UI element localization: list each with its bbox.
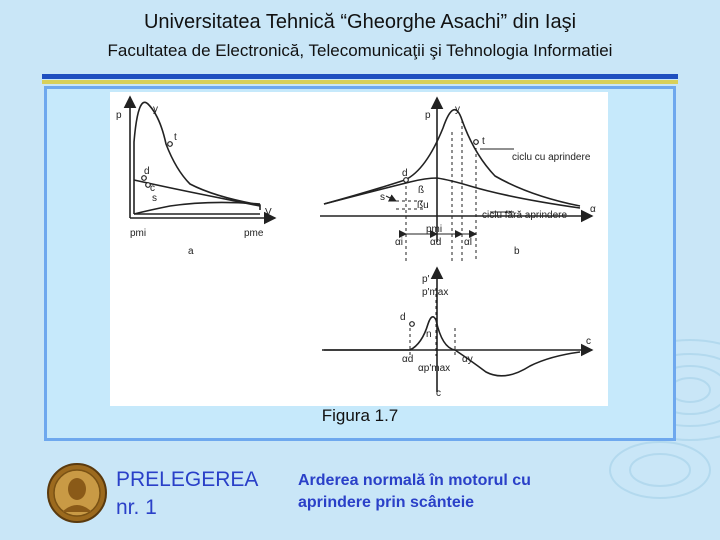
panel-c-d-label: d [400, 312, 406, 323]
panel-a-c-label: c [150, 183, 155, 194]
panel-c-p-prime-label: p' [422, 274, 430, 285]
lecture-line-2: nr. 1 [116, 496, 157, 519]
panel-a-p-label: p [116, 110, 122, 121]
figure-diagram [110, 92, 608, 406]
panel-a-s-label: s [152, 193, 157, 204]
panel-b-alpha-d-label: αd [430, 237, 442, 248]
panel-b-with-spark-label: ciclu cu aprindere [512, 152, 591, 163]
lecture-label [116, 466, 258, 522]
panel-a-t-label: t [174, 132, 177, 143]
header-rule-gold [42, 80, 678, 84]
panel-c-alpha-y-label: αy [462, 354, 473, 365]
panel-a-v-label: V [265, 207, 272, 218]
figure-caption: Figura 1.7 [321, 406, 399, 425]
panel-c-n-label: n [426, 329, 432, 340]
lecture-topic [298, 470, 531, 514]
panel-b-alpha-i-label: αi [395, 237, 404, 248]
panel-c-alpha-d-label: αd [402, 354, 414, 365]
panel-a-pme-label: pme [244, 228, 264, 239]
topic-line-1: Arderea normală în motorul cu [298, 472, 531, 489]
panel-b-p-label: p [425, 110, 431, 121]
panel-a-y-label: y [153, 104, 158, 115]
panel-a-pmi-label: pmi [130, 228, 147, 239]
faculty-title: Facultatea de Electronică, Telecomunicaţii şi Tehnologia Informatiei [107, 41, 613, 60]
panel-b-d-label: d [402, 168, 408, 179]
panel-b-alpha-label: α [590, 204, 596, 215]
panel-c-p-prime-max-label: p'max [422, 287, 449, 298]
university-medal-icon [46, 462, 108, 524]
header-rule-blue [42, 74, 678, 79]
panel-b-s-label: s [380, 192, 385, 203]
lecture-line-1: PRELEGEREA [116, 468, 259, 491]
panel-c-c-label: c [586, 336, 591, 347]
panel-b-t-label: t [482, 136, 485, 147]
panel-b-y-label: y [455, 104, 460, 115]
panel-b-without-spark-label: ciclu fără aprindere [482, 210, 568, 221]
panel-c-alpha-p-max-label: αp'max [418, 363, 451, 374]
panel-b-alpha-l-label: αl [464, 237, 473, 248]
panel-a-tag: a [188, 246, 194, 257]
university-title: Universitatea Tehnică “Gheorghe Asachi” din Iaşi [143, 11, 577, 33]
panel-b-tag: b [514, 246, 520, 257]
panel-b-pmi-label: pmi [426, 224, 443, 235]
panel-b-beta-label: ß [418, 185, 425, 196]
panel-c-diagram [322, 268, 592, 392]
topic-line-2: aprindere prin scânteie [298, 494, 475, 511]
panel-b-beta-u-label: ßu [417, 200, 429, 211]
panel-a-d-label: d [144, 166, 150, 177]
panel-c-tag: c [436, 388, 441, 399]
